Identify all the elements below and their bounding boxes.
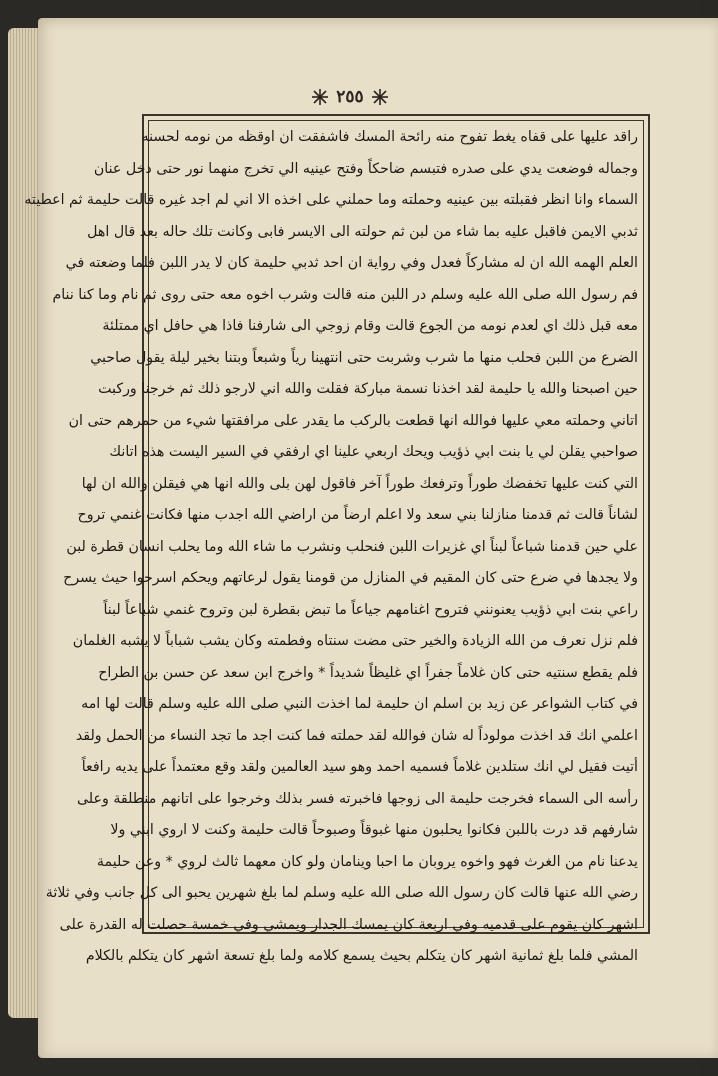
text-line: العلم الهمه الله ان له مشاركاً فعدل وفي رواية ان احد ثدبي حليمة كان لا يدر اللبن فلما وضعته في <box>65 255 638 271</box>
text-line: راعي بنت ابي ذؤيب يعنونني فتروح اغنامهم جياعاً ما تبض بقطرة لبن وتروح غنمي شباعاً لبناً <box>103 601 638 618</box>
page-number: ٢٥٥ <box>336 87 364 107</box>
text-line: لشاناً قالت ثم قدمنا منازلنا بني سعد ولا اعلم ارضاً من اراضي الله اجدب منها فكانت غنمي تروح <box>77 507 638 523</box>
text-line: حين اصبحنا والله يا حليمة لقد اخذنا نسمة مباركة فقلت والله اني لارجو ذلك ثم خرجنا وركبت <box>98 381 638 397</box>
right-ornament-icon <box>370 87 390 107</box>
text-line: اعلمي انك قد اخذت مولوداً له شان فوالله لقد حملته فما كنت اجد ما تجد النساء من الحمل ولقد <box>75 727 638 744</box>
text-line: ولا يجدها في ضرع حتى كان المقيم في المنازل من قومنا يقول لرعاتهم ويحكم اسرحوا حيث يسرح <box>63 570 638 586</box>
text-line: فلم نزل نعرف من الله الزيادة والخير حتى مضت سنتاه وفطمته وكان يشب شباباً لا يشبه الغلمان <box>72 633 638 649</box>
text-line: علي حين قدمنا شباعاً لبناً اي غزيرات اللبن فنحلب ونشرب ما شاء الله وما يحلب انسان قطرة لبن <box>66 538 638 555</box>
text-line: فم رسول الله صلى الله عليه وسلم در اللبن منه قالت وشرب اخوه معه حتى روى ثم نام وما كنا ننام <box>52 286 638 303</box>
text-line: معه قبل ذلك اي لعدم نومه من الجوع قالت وقام زوجي الى شارفنا فاذا هي حافل اي ممتلئة <box>102 318 638 334</box>
text-line: يدعنا نام من الغرث فهو واخوه يروبان ما احبا وينامان ولو كان معهما ثالث لروي * وعن حليمة <box>96 853 638 870</box>
text-line: رأسه الى السماء فخرجت حليمة الى زوجها فاخبرته فسر بذلك وخرجوا على اتانهم منطلقة وعلى <box>76 790 638 807</box>
text-line: شارفهم قد درت باللبن فكانوا يحلبون منها غبوقاً وصبوحاً قالت حليمة وكنت لا اروي ابني ولا <box>110 822 638 838</box>
text-line: ثدبي الايمن فاقبل عليه بما شاء من لبن ثم حولته الى الايسر فابى وكانت تلك حاله بعد قال اهل <box>87 223 638 240</box>
page-header <box>0 82 700 112</box>
text-line: المشي فلما بلغ ثمانية اشهر كان يتكلم بحيث يسمع كلامه ولما بلغ تسعة اشهر كان يتكلم بالكلام <box>85 948 638 964</box>
text-line: في كتاب الشواعر عن زيد بن اسلم ان حليمة لما اخذت النبي صلى الله عليه وسلم قالت لها امه <box>81 696 638 712</box>
text-line: وجماله فوضعت يدي على صدره فتبسم ضاحكاً وفتح عينيه الي تخرج منهما نور حتى دخل عنان <box>93 160 638 177</box>
text-line: اشهر كان يقوم على قدميه وفي اربعة كان يمسك الجدار ويمشي وفي خمسة حصلت له القدرة على <box>59 916 638 933</box>
text-frame <box>24 114 650 964</box>
text-line: رضي الله عنها قالت كان رسول الله صلى الله عليه وسلم لما بلغ شهرين يحبو الى كل جانب وفي ثلاثة <box>45 885 638 901</box>
text-line: السماء وانا انظر فقبلته بين عينيه وحملته وما حملني على اخذه الا اني لم اجد غيره قالت حليمة ثم اعطيته <box>24 192 638 208</box>
text-line: صواحبي يقلن لي يا بنت ابي ذؤيب ويحك اربعي علينا اي ارفقي في السير اليست هذه اتانك <box>109 444 638 460</box>
text-line: راقد عليها على قفاه يغط تفوح منه رائحة المسك فاشفقت ان اوقظه من نومه لحسنه <box>141 129 638 145</box>
left-ornament-icon <box>310 87 330 107</box>
text-line: اتاني وحملته معي عليها فوالله انها قطعت بالركب ما يقدر على مرافقتها شيء من حمرهم حتى ان <box>68 412 638 429</box>
text-line: أتيت فقيل لي انك ستلدين غلاماً فسميه احمد وهو سيد العالمين ولقد وقع معتمداً على يديه رافعاً <box>81 759 638 775</box>
text-line: التي كنت عليها تخفضك طوراً وترفعك طوراً آخر فاقول لهن بلى والله انها هي فيقلن والله ان لها <box>81 475 638 492</box>
text-line: الضرع من اللبن فحلب منها ما شرب وشربت حتى انتهينا رياً وشبعاً وبتنا بخير ليلة يقول صاحبي <box>90 349 638 366</box>
body-text <box>24 122 638 964</box>
text-line: فلم يقطع سنتيه حتى كان غلاماً جفراً اي غليظاً شديداً * واخرج ابن سعد عن حسن بن الطراح <box>98 664 638 681</box>
